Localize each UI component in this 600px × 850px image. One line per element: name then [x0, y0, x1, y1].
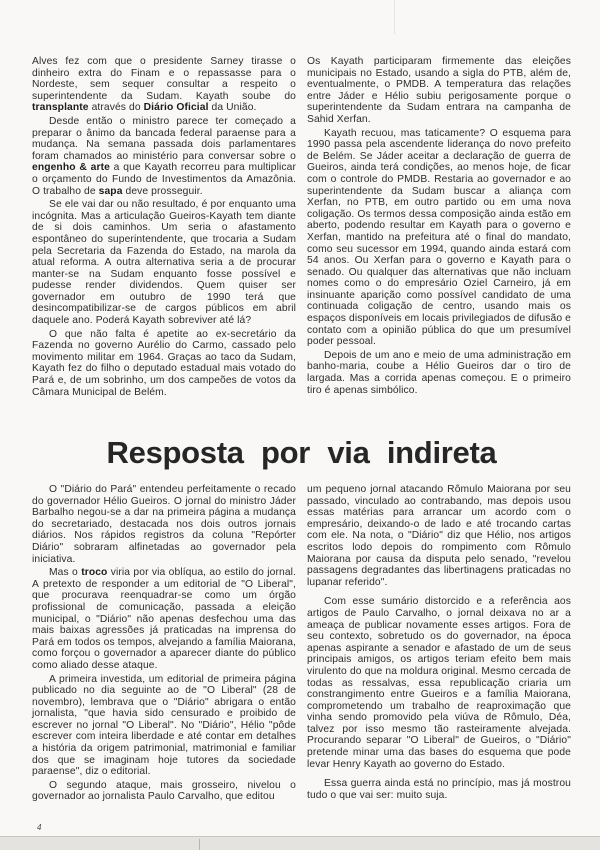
scan-line-artifact	[199, 839, 200, 850]
article-headline: Resposta por via indireta	[106, 435, 497, 470]
article-paragraph: Os Kayath participaram firmemente das eleições municipais no Estado, usando a sigla do PTB, além de, eventualmente, o PMDB. A temperatura das relações entre Jáder e Hélio subiu perigosamente porque o superintendente da Sudam entrara na campanha de Sahid Xerfan.	[307, 56, 571, 125]
bold-keyword: Diário Oficial	[143, 102, 209, 114]
article-paragraph: O segundo ataque, mais grosseiro, nivelou o governador ao jornalista Paulo Carvalho, que editou	[32, 779, 296, 803]
bold-keyword: sapa	[98, 185, 123, 197]
bottom-right-column	[307, 484, 571, 805]
article-paragraph: A primeira investida, um editorial de primeira página publicado no dia seguinte ao de "O Liberal" (28 de novembro), lembrava que o "Diário" abrigara o então jornalista, "que havia sido censurado e proibido de escrever no jornal "O Liberal". No "Diário", Hélio "pôde escrever com inteira liberdade e até contar em detalhes a história da origem patrimonial, matrimonial e familiar dos que se imaginam hoje tutores da sociedade paraense", diz o editorial.	[32, 673, 296, 778]
article-paragraph: Se ele vai dar ou não resultado, é por enquanto uma incógnita. Mas a articulação Gueiros-Kayath tem diante de si dois caminhos. Um seria o afastamento espontâneo do superintendente, que trocaria a Sudam pela Secretaria da Fazenda do Estado, na marola da atual reforma. A outra alternativa seria a de procurar manter-se na Sudam enquanto fosse possível e pudesse render dividendos. Quem quiser ser governador em outubro de 1990 terá que desincompatibilizar-se de cargos públicos em abril daquele ano. Poderá Kayath sobreviver até lá?	[32, 199, 296, 327]
bold-keyword: troco	[81, 567, 108, 579]
article-top-section	[32, 56, 571, 428]
article-paragraph: O que não falta é apetite ao ex-secretário da Fazenda no governo Aurélio do Carmo, cassado pelo movimento militar em 1964. Graças ao taco da Sudam, Kayath fez do filho o deputado estadual mais votado do Pará e, de um sobrinho, um dos campeões de votos da Câmara Municipal de Belém.	[32, 328, 296, 398]
article-paragraph: um pequeno jornal atacando Rômulo Maiorana por seu passado, vinculado ao contrabando, mas depois usou essas matérias para arrancar um acordo com o empresário, deixando-o de lado e até trocando cartas com ele. Na nota, o "Diário" diz que Hélio, nos artigos escritos lodo depois do rompimento com Rômulo Maiorana por causa da disputa pelo senado, "revelou passagens degradantes das libertinagens praticadas no lupanar referido".	[307, 484, 571, 588]
top-left-column	[32, 56, 296, 400]
page-number: 4	[37, 823, 42, 832]
article-paragraph: Mas o troco viria por via oblíqua, ao estilo do jornal. A pretexto de responder a um editorial de "O Liberal", que procurava reenquadrar-se como um órgão profissional de comunicação, passada a eleição municipal, o "Diário" não apenas desfechou uma das mais baixas agressões já praticadas na imprensa do Pará em todos os tempos, alvejando a família Maiorana, como forçou o governador a aparecer diante do público como aliado desse ataque.	[32, 567, 296, 671]
article-paragraph: Kayath recuou, mas taticamente? O esquema para 1990 passa pela ascendente liderança do novo prefeito de Belém. Se Jáder aceitar a declaração de guerra de Gueiros, ainda terá condições, ao menos hoje, de ficar com o controle do PMDB. Restaria ao governador e ao superintendente da Sudam buscar a aliança com Xerfan, no PTB, em outro partido ou em uma nova coligação. Os termos dessa composição ainda estão em aberto, podendo resultar em Kayath para o governo e Xerfan, mantido na prefeitura até o final do mandato, como seu sucessor em 1994, quando ainda estará com 54 anos. Ou Xerfan para o governo e Kayath para o senado. Ou qualquer das alternativas que não incluam nomes como o do empresário Oziel Carneiro, já em insinuante aparição como possível candidato de uma continuada coligação de centro, usando mais os espaços disponíveis em locais privilegiados de difusão e contato com a opinião pública do que um presumível poder pessoal.	[307, 127, 571, 348]
top-right-column	[307, 56, 571, 398]
article-paragraph: Com esse sumário distorcido e a referência aos artigos de Paulo Carvalho, o jornal deixava no ar a ameaça de publicar novamente esses artigos. Fora de seu contexto, sobretudo os do governador, na época apenas aspirante a senador e afastado de um de seus principais amigos, os artigos teriam efeito bem mais virulento do que na moldura original. Mesmo cercada de todas as ressalvas, essa republicação criaria um constrangimento entre Gueiros e a família Maiorana, comprometendo um trabalho de reaproximação que vinha sendo promovido pela viúva de Rômulo, Déa, talvez por isso mesmo tão rasteiramente alvejada. Procurando separar "O Liberal" de Gueiros, o "Diário" pretende minar uma das bases do esquema que pode levar Henry Kayath ao governo do Estado.	[307, 596, 571, 770]
article-paragraph: Desde então o ministro parece ter começado a preparar o ânimo da bancada federal paraense para a mudança. Na semana passada dois parlamentares foram chamados ao ministério para conversar sobre o engenho & arte a que Kayath recorreu para multiplicar o orçamento do Fundo de Investimentos da Amazônia. O trabalho de sapa deve prosseguir.	[32, 115, 296, 197]
bold-keyword: transplante	[32, 102, 89, 114]
article-paragraph: Depois de um ano e meio de uma administração em banho-maria, coube a Hélio Gueiros dar o tiro de largada. Mas a corrida apenas começou. E o primeiro tiro é apenas simbólico.	[307, 349, 571, 396]
scan-fold-line-artifact	[394, 0, 395, 34]
article-bottom-section	[32, 484, 571, 805]
bottom-left-column	[32, 484, 296, 805]
bold-keyword: engenho & arte	[32, 162, 110, 174]
article-paragraph: O "Diário do Pará" entendeu perfeitamente o recado do governador Hélio Gueiros. O jornal do ministro Jáder Barbalho negou-se a dar na primeira página a mudança do secretariado, destacada nos dois outros jornais diários. Nos rápidos registros da coluna "Repórter Diário" sobraram alfinetadas ao governador pela iniciativa.	[32, 484, 296, 565]
scan-edge-artifact	[0, 836, 600, 850]
article-paragraph: Essa guerra ainda está no princípio, mas já mostrou tudo o que vai ser: muito suja.	[307, 778, 571, 801]
article-paragraph: Alves fez com que o presidente Sarney tirasse o dinheiro extra do Finam e o repassasse para o Nordeste, sem sequer consultar a respeito o superintendente da Sudam. Kayath soube do transplante através do Diário Oficial da União.	[32, 56, 296, 114]
